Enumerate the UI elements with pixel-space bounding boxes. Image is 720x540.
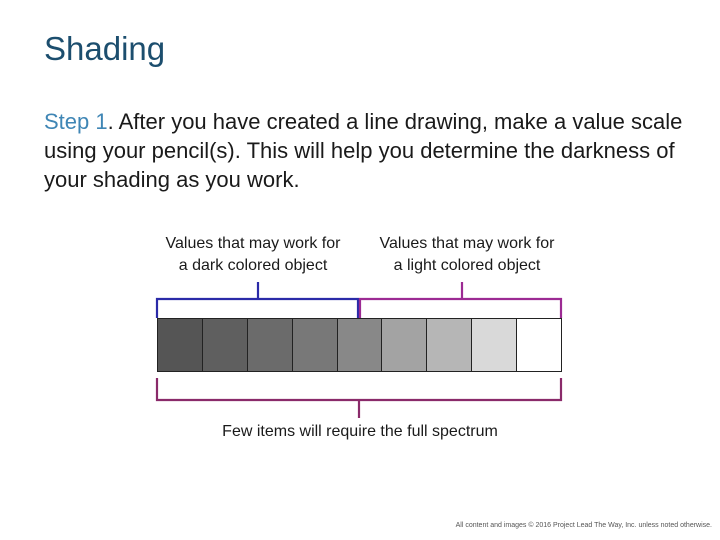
light-range-bracket	[360, 282, 561, 318]
value-swatch-5	[338, 319, 383, 371]
dark-caption-line-1: Values that may work for	[165, 235, 341, 252]
full-spectrum-bracket	[157, 378, 561, 418]
value-scale	[157, 318, 562, 372]
value-swatch-3	[248, 319, 293, 371]
slide-title: Shading	[44, 30, 166, 67]
value-swatch-7	[427, 319, 472, 371]
light-caption-line-1: Values that may work for	[379, 235, 555, 252]
value-swatch-2	[203, 319, 248, 371]
light-caption-line-2: a light colored object	[393, 257, 541, 274]
value-swatch-9	[517, 319, 561, 371]
step-label: Step 1	[44, 109, 108, 134]
dark-range-bracket	[157, 282, 358, 318]
value-swatch-1	[158, 319, 203, 371]
value-swatch-6	[382, 319, 427, 371]
copyright-footer: All content and images © 2016 Project Lead The Way, Inc. unless noted otherwise.	[455, 522, 712, 529]
value-swatch-4	[293, 319, 338, 371]
full-spectrum-caption: Few items will require the full spectrum	[222, 423, 498, 440]
dark-caption-line-2: a dark colored object	[178, 257, 328, 274]
value-swatch-8	[472, 319, 517, 371]
step-text: . After you have created a line drawing, make a value scale using your pencil(s). This will help you determine the darkness of your shading as you work.	[44, 109, 683, 192]
